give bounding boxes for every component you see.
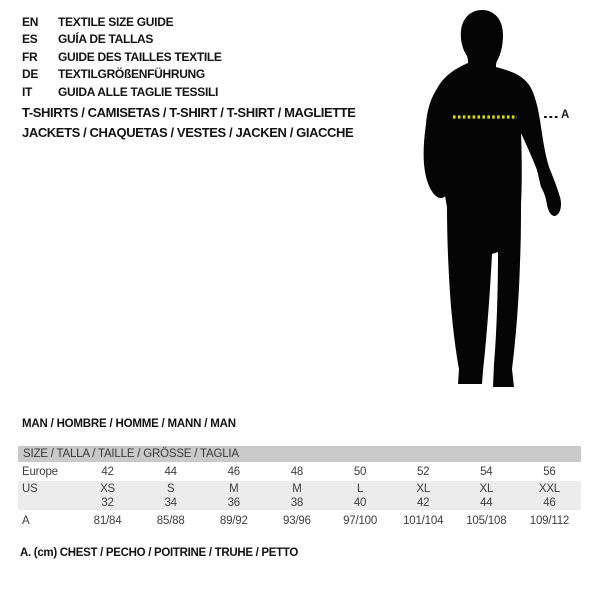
lang-code: ES bbox=[22, 32, 38, 47]
size-cell: 42 bbox=[392, 496, 455, 510]
size-cell: 109/112 bbox=[529, 514, 570, 527]
lang-code: FR bbox=[22, 49, 38, 64]
size-cell: XL bbox=[455, 481, 518, 496]
size-cell: M bbox=[265, 481, 328, 496]
category-tshirts: T-SHIRTS / CAMISETAS / T-SHIRT / T-SHIRT / MAGLIETTE bbox=[22, 105, 356, 120]
lang-code: DE bbox=[22, 67, 39, 82]
man-silhouette-figure bbox=[405, 0, 575, 400]
lang-label: TEXTILE SIZE GUIDE bbox=[58, 14, 174, 29]
lang-row-de bbox=[22, 66, 222, 84]
lang-label: GUIDA ALLE TAGLIE TESSILI bbox=[58, 84, 219, 99]
size-cell: 97/100 bbox=[343, 514, 378, 527]
section-title-man: MAN / HOMBRE / HOMME / MANN / MAN bbox=[22, 418, 236, 430]
size-cell: 81/84 bbox=[93, 514, 122, 527]
size-cell: 56 bbox=[543, 465, 556, 478]
size-cell: XL bbox=[392, 481, 455, 496]
lang-label: GUIDE DES TAILLES TEXTILE bbox=[58, 49, 222, 64]
garment-categories bbox=[22, 103, 356, 143]
size-cell: 52 bbox=[416, 465, 430, 478]
table-row-us bbox=[18, 481, 581, 496]
measure-label-a: A bbox=[561, 109, 570, 121]
size-cell: XXL bbox=[518, 481, 581, 496]
man-silhouette bbox=[424, 10, 561, 387]
lang-row-fr bbox=[22, 48, 222, 66]
size-cell: 89/92 bbox=[219, 514, 248, 527]
row-label: Europe bbox=[22, 465, 58, 478]
row-label bbox=[18, 496, 76, 510]
size-cell: 32 bbox=[76, 496, 139, 510]
table-row-europe bbox=[18, 462, 581, 481]
size-cell: 46 bbox=[227, 465, 241, 478]
size-cell: 93/96 bbox=[283, 514, 311, 527]
size-cell: 34 bbox=[139, 496, 202, 510]
row-label: A bbox=[22, 514, 30, 527]
size-cell: 50 bbox=[353, 465, 367, 478]
lang-code: IT bbox=[22, 84, 33, 99]
size-cell: 44 bbox=[455, 496, 518, 510]
size-table-grid bbox=[18, 462, 581, 531]
size-cell: 44 bbox=[164, 465, 177, 478]
size-cell: 101/104 bbox=[403, 514, 444, 527]
size-cell: 105/108 bbox=[466, 514, 507, 527]
size-cell: 40 bbox=[329, 496, 392, 510]
language-list bbox=[22, 13, 222, 101]
footnote-chest-measure: A. (cm) CHEST / PECHO / POITRINE / TRUHE / PETTO bbox=[20, 547, 299, 559]
table-row-numeric bbox=[18, 496, 581, 510]
lang-code: EN bbox=[22, 14, 39, 29]
size-table bbox=[18, 446, 581, 531]
size-cell: 54 bbox=[480, 465, 493, 478]
lang-row-it bbox=[22, 83, 222, 101]
size-cell: 38 bbox=[265, 496, 328, 510]
size-cell: 42 bbox=[101, 465, 114, 478]
lang-row-es bbox=[22, 31, 222, 49]
size-table-header: SIZE / TALLA / TAILLE / GRÖSSE / TAGLIA bbox=[18, 446, 581, 462]
lang-label: TEXTILGRÖßENFÜHRUNG bbox=[58, 67, 205, 82]
row-label: US bbox=[18, 481, 76, 496]
size-cell: S bbox=[139, 481, 202, 496]
size-cell: L bbox=[329, 481, 392, 496]
size-cell: 46 bbox=[518, 496, 581, 510]
size-cell: M bbox=[202, 481, 265, 496]
lang-row-en bbox=[22, 13, 222, 31]
size-cell: XS bbox=[76, 481, 139, 496]
category-jackets: JACKETS / CHAQUETAS / VESTES / JACKEN / GIACCHE bbox=[22, 125, 354, 140]
size-cell: 48 bbox=[290, 465, 304, 478]
size-cell: 36 bbox=[202, 496, 265, 510]
size-cell: 85/88 bbox=[156, 514, 185, 527]
lang-label: GUÍA DE TALLAS bbox=[58, 32, 154, 47]
table-row-chest-cm bbox=[18, 510, 581, 531]
